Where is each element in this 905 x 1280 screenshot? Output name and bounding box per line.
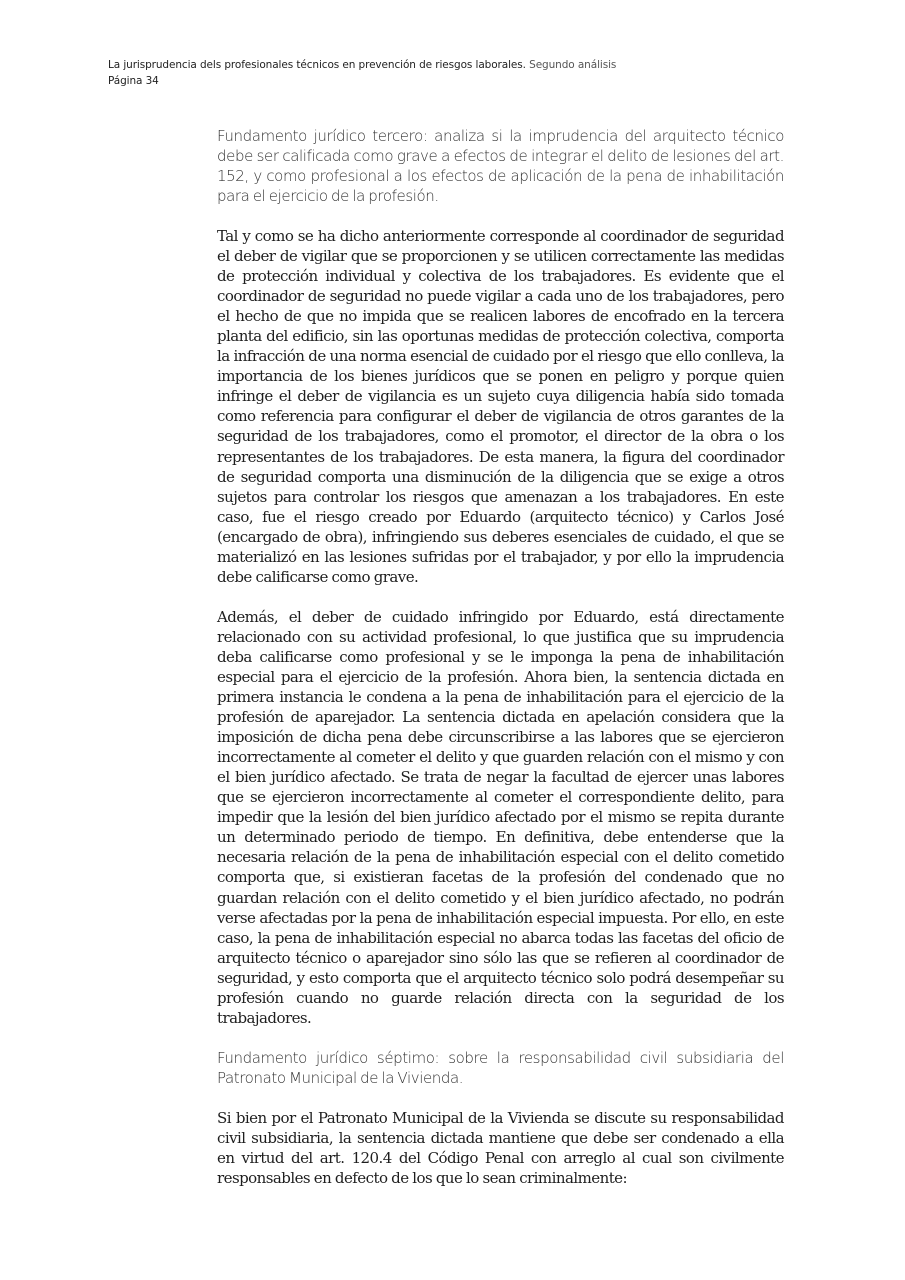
document-subtitle: Segundo análisis xyxy=(529,59,617,71)
body-paragraph: Además, el deber de cuidado infringido por Eduardo, está directamente relacionado con su actividad profesional, lo que justifica que su imprudencia deba calificarse como profesional y se le imponga la pena de inhabilitación especial para el ejercicio de la profesión. Ahora bien, la sentencia dictada en primera instancia le condena a la pena de inhabilitación para el ejercicio de la profesión de aparejador. La sentencia dictada en apelación considera que la imposición de dicha pena debe circunscribirse a las labores que se ejercieron incorrectamente al cometer el delito y que guarden relación con el mismo y con el bien jurídico afectado. Se trata de negar la facultad de ejercer unas labores que se ejercieron incorrectamente al cometer el correspondiente delito, para impedir que la lesión del bien jurídico afectado por el mismo se repita durante un determinado periodo de tiempo. En definitiva, debe entenderse que la necesaria relación de la pena de inhabilitación especial con el delito cometido comporta que, si existieran facetas de la profesión del condenado que no guardan relación con el delito cometido y el bien jurídico afectado, no podrán verse afectadas por la pena de inhabilitación especial impuesta. Por ello, en este caso, la pena de inhabilitación especial no abarca todas las facetas del oficio de arquitecto técnico o aparejador sino sólo las que se refieren al coordinador de seguridad, y esto comporta que el arquitecto técnico solo podrá desempeñar su profesión cuando no guarde relación directa con la seguridad de los trabajadores. xyxy=(217,607,784,1027)
page-body xyxy=(217,126,784,1188)
section-heading-tercero: Fundamento jurídico tercero: analiza si la imprudencia del arquitecto técnico debe ser calificada como grave a efectos de integrar el delito de lesiones del art. 152, y como profesional a los efectos de aplicación de la pena de inhabilitación para el ejercicio de la profesión. xyxy=(217,127,784,205)
body-paragraph: Si bien por el Patronato Municipal de la Vivienda se discute su responsabilidad civil subsidiaria, la sentencia dictada mantiene que debe ser condenado a ella en virtud del art. 120.4 del Código Penal con arreglo al cual son civilmente responsables en defecto de los que lo sean criminalmente: xyxy=(217,1108,784,1187)
header-line xyxy=(108,57,808,73)
paragraph-spacer xyxy=(217,587,784,607)
section-heading-septimo: Fundamento jurídico séptimo: sobre la responsabilidad civil subsidiaria del Patronato Municipal de la Vivienda. xyxy=(217,1048,784,1087)
document-title: La jurisprudencia dels profesionales técnicos en prevención de riesgos laborales. xyxy=(108,59,526,71)
paragraph-spacer xyxy=(217,1088,784,1108)
body-paragraph: Tal y como se ha dicho anteriormente corresponde al coordinador de seguridad el deber de vigilar que se proporcionen y se utilicen correctamente las medidas de protección individual y colectiva de los trabajadores. Es evidente que el coordinador de seguridad no puede vigilar a cada uno de los trabajadores, pero el hecho de que no impida que se realicen labores de encofrado en la tercera planta del edificio, sin las oportunas medidas de protección colectiva, comporta la infracción de una norma esencial de cuidado por el riesgo que ello conlleva, la importancia de los bienes jurídicos que se ponen en peligro y porque quien infringe el deber de vigilancia es un sujeto cuya diligencia había sido tomada como referencia para configurar el deber de vigilancia de otros garantes de la seguridad de los trabajadores, como el promotor, el director de la obra o los representantes de los trabajadores. De esta manera, la figura del coordinador de seguridad comporta una disminución de la diligencia que se exige a otros sujetos para controlar los riesgos que amenazan a los trabajadores. En este caso, fue el riesgo creado por Eduardo (arquitecto técnico) y Carlos José (encargado de obra), infringiendo sus deberes esenciales de cuidado, el que se materializó en las lesiones sufridas por el trabajador, y por ello la imprudencia debe calificarse como grave. xyxy=(217,227,784,586)
paragraph-spacer xyxy=(217,1028,784,1048)
paragraph-spacer xyxy=(217,206,784,226)
page-number: Página 34 xyxy=(108,75,159,87)
running-header xyxy=(108,57,808,89)
